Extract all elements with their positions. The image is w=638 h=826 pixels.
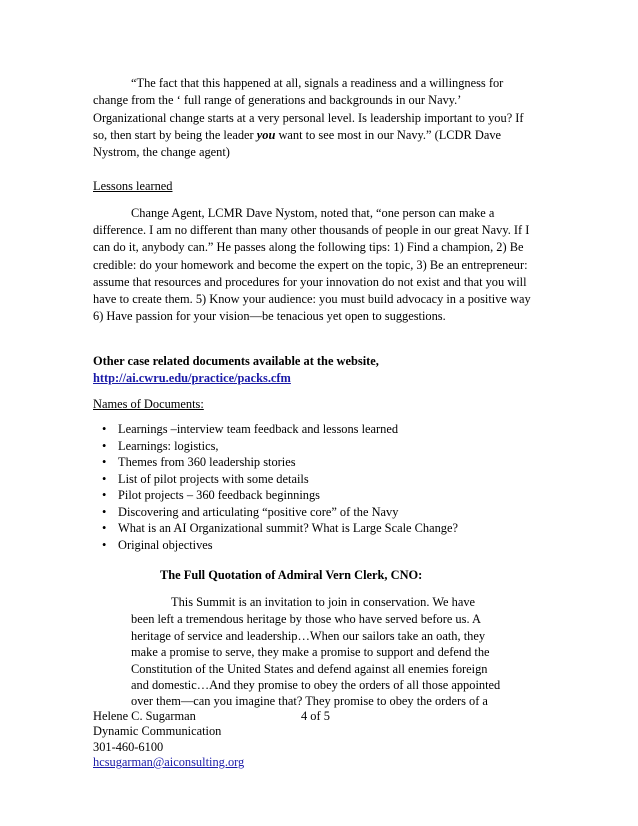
list-item-label: Original objectives — [118, 537, 213, 552]
full-quote-line: make a promise to serve, they make a promise to support and defend the — [131, 645, 490, 659]
quote-text: so, then start by being the leader — [93, 128, 257, 142]
list-item — [93, 421, 458, 438]
bullet-icon: • — [102, 488, 107, 502]
page-number: 4 of 5 — [301, 709, 330, 723]
list-item — [93, 520, 458, 537]
website-link[interactable]: http://ai.cwru.edu/practice/packs.cfm — [93, 371, 291, 385]
full-quote-line: and domestic…And they promise to obey the orders of all those appointed — [131, 678, 501, 692]
list-item — [93, 454, 458, 471]
quote-text: want to see most in our Navy.” (LCDR Dave — [275, 128, 502, 142]
list-item-label: Pilot projects – 360 feedback beginnings — [118, 488, 320, 502]
bullet-icon: • — [102, 438, 107, 453]
documents-list — [93, 421, 458, 553]
quote-line: change from the ‘ full range of generations and backgrounds in our Navy.’ — [93, 93, 462, 107]
quote-line: Organizational change starts at a very personal level. Is leadership important to you? If — [93, 111, 524, 125]
footer-email-link[interactable]: hcsugarman@aiconsulting.org — [93, 755, 245, 769]
list-item-label: Learnings: logistics, — [118, 438, 219, 453]
documents-names-heading: Names of Documents: — [93, 397, 204, 411]
list-item — [93, 504, 458, 521]
bullet-icon: • — [102, 521, 107, 535]
list-item-label: Themes from 360 leadership stories — [118, 455, 296, 469]
bullet-icon: • — [102, 422, 107, 436]
footer-author: Helene C. Sugarman — [93, 709, 196, 723]
bullet-icon: • — [102, 504, 107, 519]
footer-company: Dynamic Communication — [93, 724, 222, 738]
list-item — [93, 537, 458, 554]
quote-line: Nystrom, the change agent) — [93, 145, 230, 159]
list-item-label: List of pilot projects with some details — [118, 471, 309, 486]
full-quote-line: heritage of service and leadership…When our sailors take an oath, they — [131, 629, 486, 643]
lessons-line: have to create them. 5) Know your audience: you must build advocacy in a positive way — [93, 292, 531, 306]
full-quote-line: Constitution of the United States and defend against all enemies foreign — [131, 662, 488, 676]
lessons-line: assume that resources and procedures for your innovation do not exist and that you will — [93, 275, 527, 289]
list-item — [93, 487, 458, 504]
list-item-label: Discovering and articulating “positive core” of the Navy — [118, 504, 399, 519]
list-item — [93, 471, 458, 488]
lessons-line: 6) Have passion for your vision—be tenacious yet open to suggestions. — [93, 309, 446, 323]
documents-heading: Other case related documents available at the website, — [93, 354, 379, 368]
bullet-icon: • — [102, 537, 107, 552]
lessons-heading: Lessons learned — [93, 179, 173, 193]
bullet-icon: • — [102, 471, 107, 486]
full-quote-title: The Full Quotation of Admiral Vern Clerk, CNO: — [160, 568, 423, 582]
lessons-line: credible: do your homework and become the expert on the topic, 3) Be an entrepreneur: — [93, 258, 528, 272]
full-quote-line: been left a tremendous heritage by those who have served before us. A — [131, 612, 481, 626]
quote-line: “The fact that this happened at all, signals a readiness and a willingness for — [131, 76, 504, 90]
lessons-line: can do it, anybody can.” He passes along the following tips: 1) Find a champion, 2) Be — [93, 240, 524, 254]
quote-line — [93, 127, 501, 144]
list-item — [93, 438, 458, 455]
lessons-line: difference. I am no different than many other thousands of people in our great Navy. If I — [93, 223, 530, 237]
list-item-label: What is an AI Organizational summit? What is Large Scale Change? — [118, 521, 458, 535]
quote-emphasis: you — [256, 128, 276, 142]
bullet-icon: • — [102, 455, 107, 469]
lessons-line: Change Agent, LCMR Dave Nystom, noted that, “one person can make a — [131, 206, 495, 220]
list-item-label: Learnings –interview team feedback and lessons learned — [118, 422, 399, 436]
full-quote-line: over them—can you imagine that? They promise to obey the orders of a — [131, 694, 488, 708]
footer-phone: 301-460-6100 — [93, 740, 164, 754]
full-quote-line: This Summit is an invitation to join in conservation. We have — [171, 595, 476, 609]
